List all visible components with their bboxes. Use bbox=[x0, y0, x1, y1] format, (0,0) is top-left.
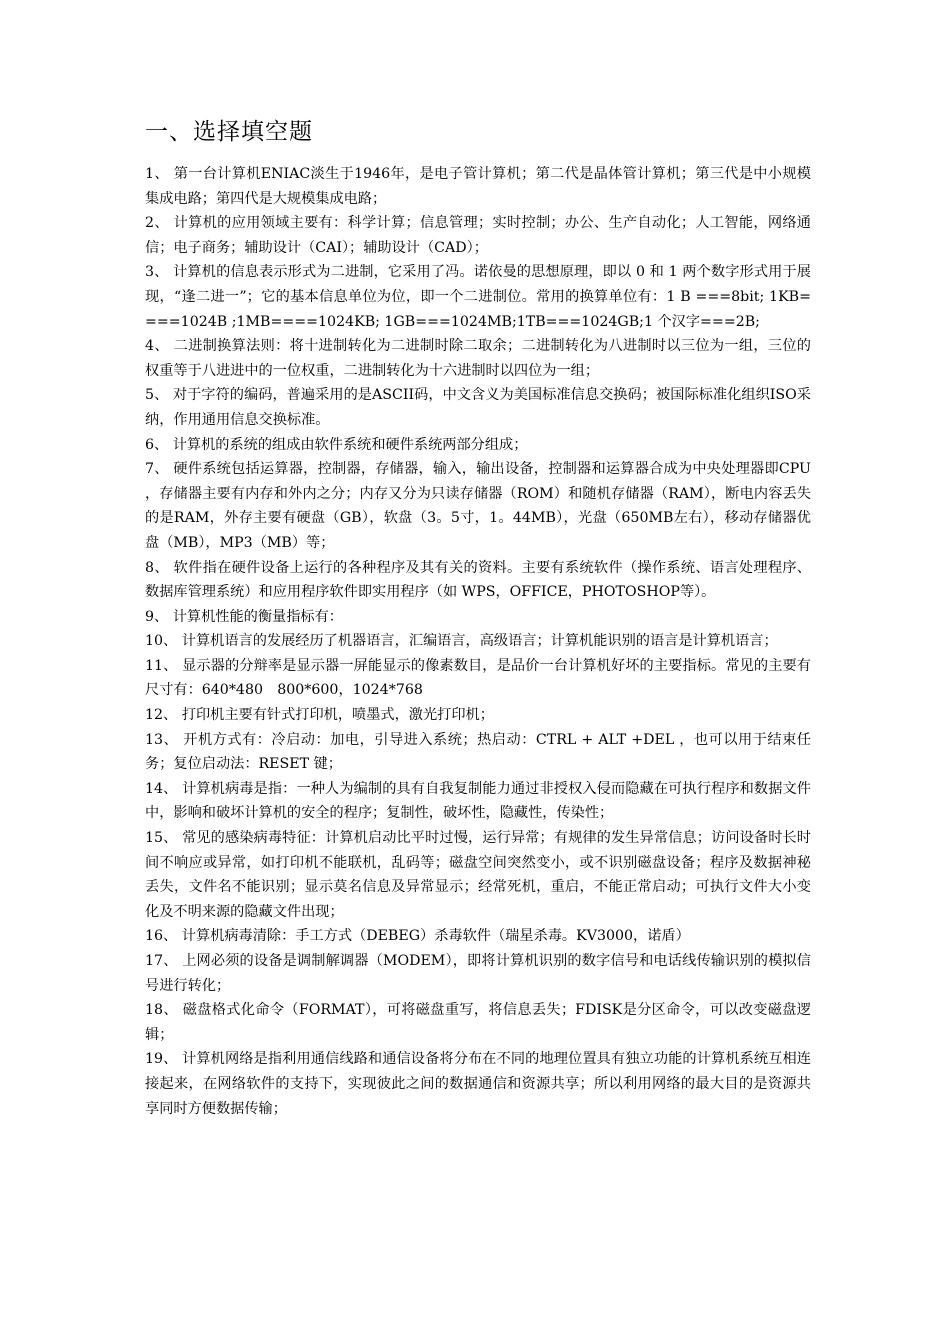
list-item: 1、 第一台计算机ENIAC淡生于1946年，是电子管计算机；第二代是晶体管计算机；第三代是中小规模集成电路；第四代是大规模集成电路； bbox=[145, 166, 811, 207]
list-item: 2、 计算机的应用领域主要有：科学计算；信息管理；实时控制；办公、生产自动化；人工智能，网络通信；电子商务；辅助设计（CAI）；辅助设计（CAD）； bbox=[145, 215, 811, 256]
list-item: 12、 打印机主要有针式打印机，喷墨式，激光打印机； bbox=[145, 707, 494, 724]
list-item: 18、 磁盘格式化命令（FORMAT），可将磁盘重写，将信息丢失；FDISK是分区命令，可以改变磁盘逻辑； bbox=[145, 1002, 811, 1043]
list-item: 7、 硬件系统包括运算器，控制器，存储器，输入，输出设备，控制器和运算器合成为中央处理器即CPU ，存储器主要有内存和外内之分；内存又分为只读存储器（ROM）和随机存储器（RAM），断电内容丢失的是RAM，外存主要有硬盘（GB），软盘（3。5寸，1。44MB），光盘（650MB左右），移动存储器优盘（MB），MP3（MB）等； bbox=[145, 461, 811, 551]
list-item: 3、 计算机的信息表示形式为二进制，它采用了冯。诺依曼的思想原理，即以 0 和 1 两个数字形式用于展现，“逢二进一”；它的基本信息单位为位，即一个二进制位。常用的换算单位有：1 B ===8bit; 1KB====1024B ;1MB====1024KB; 1GB===1024MB;1TB===1024GB;1 个汉字===2B; bbox=[145, 264, 811, 330]
list-item: 14、 计算机病毒是指：一种人为编制的具有自我复制能力通过非授权入侵而隐藏在可执行程序和数据文件中，影响和破坏计算机的安全的程序；复制性，破坏性，隐藏性，传染性； bbox=[145, 780, 811, 822]
list-item: 13、 开机方式有：冷启动：加电，引导进入系统；热启动：CTRL + ALT +DEL ，也可以用于结束任务；复位启动法：RESET 键； bbox=[145, 731, 811, 773]
list-item: 5、 对于字符的编码，普遍采用的是ASCII码，中文含义为美国标准信息交换码；被国际标准化组织ISO采纳，作用通用信息交换标准。 bbox=[145, 387, 811, 428]
list-item: 16、 计算机病毒清除：手工方式（DEBEG）杀毒软件（瑞星杀毒。KV3000，诺盾） bbox=[145, 928, 690, 945]
list-item: 8、 软件指在硬件设备上运行的各种程序及其有关的资料。主要有系统软件（操作系统、语言处理程序、数据库管理系统）和应用程序软件即实用程序（如 WPS，OFFICE，PHOTOSHOP等）。 bbox=[145, 559, 811, 601]
list-item: 17、 上网必须的设备是调制解调器（MODEM），即将计算机识别的数字信号和电话线传输识别的模拟信号进行转化； bbox=[145, 953, 811, 994]
list-item: 19、 计算机网络是指利用通信线路和通信设备将分布在不同的地理位置具有独立功能的计算机系统互相连接起来，在网络软件的支持下，实现彼此之间的数据通信和资源共享；所以利用网络的最大目的是资源共享同时方便数据传输； bbox=[145, 1051, 811, 1117]
list-item: 10、 计算机语言的发展经历了机器语言，汇编语言，高级语言；计算机能识别的语言是计算机语言； bbox=[145, 633, 778, 650]
list-item: 6、 计算机的系统的组成由软件系统和硬件系统两部分组成； bbox=[145, 436, 528, 453]
list-item: 4、 二进制换算法则：将十进制转化为二进制时除二取余；二进制转化为八进制时以三位为一组，三位的权重等于八进进中的一位权重，二进制转化为十六进制时以四位为一组； bbox=[145, 338, 811, 379]
list-item: 9、 计算机性能的衡量指标有： bbox=[145, 608, 343, 625]
document-body bbox=[145, 112, 811, 1121]
section-heading: 一、选择填空题 bbox=[145, 119, 313, 145]
question-list bbox=[145, 162, 811, 1121]
list-item: 15、 常见的感染病毒特征：计算机启动比平时过慢，运行异常；有规律的发生异常信息；访问设备时长时间不响应或异常，如打印机不能联机，乱码等；磁盘空间突然变小，或不识别磁盘设备；程序及数据神秘丢失，文件名不能识别；显示莫名信息及异常显示；经常死机，重启，不能正常启动；可执行文件大小变化及不明来源的隐藏文件出现； bbox=[145, 830, 811, 920]
list-item: 11、 显示器的分辩率是显示器一屏能显示的像素数目，是品价一台计算机好坏的主要指标。常见的主要有尺寸有：640*480 800*600，1024*768 bbox=[145, 657, 811, 699]
